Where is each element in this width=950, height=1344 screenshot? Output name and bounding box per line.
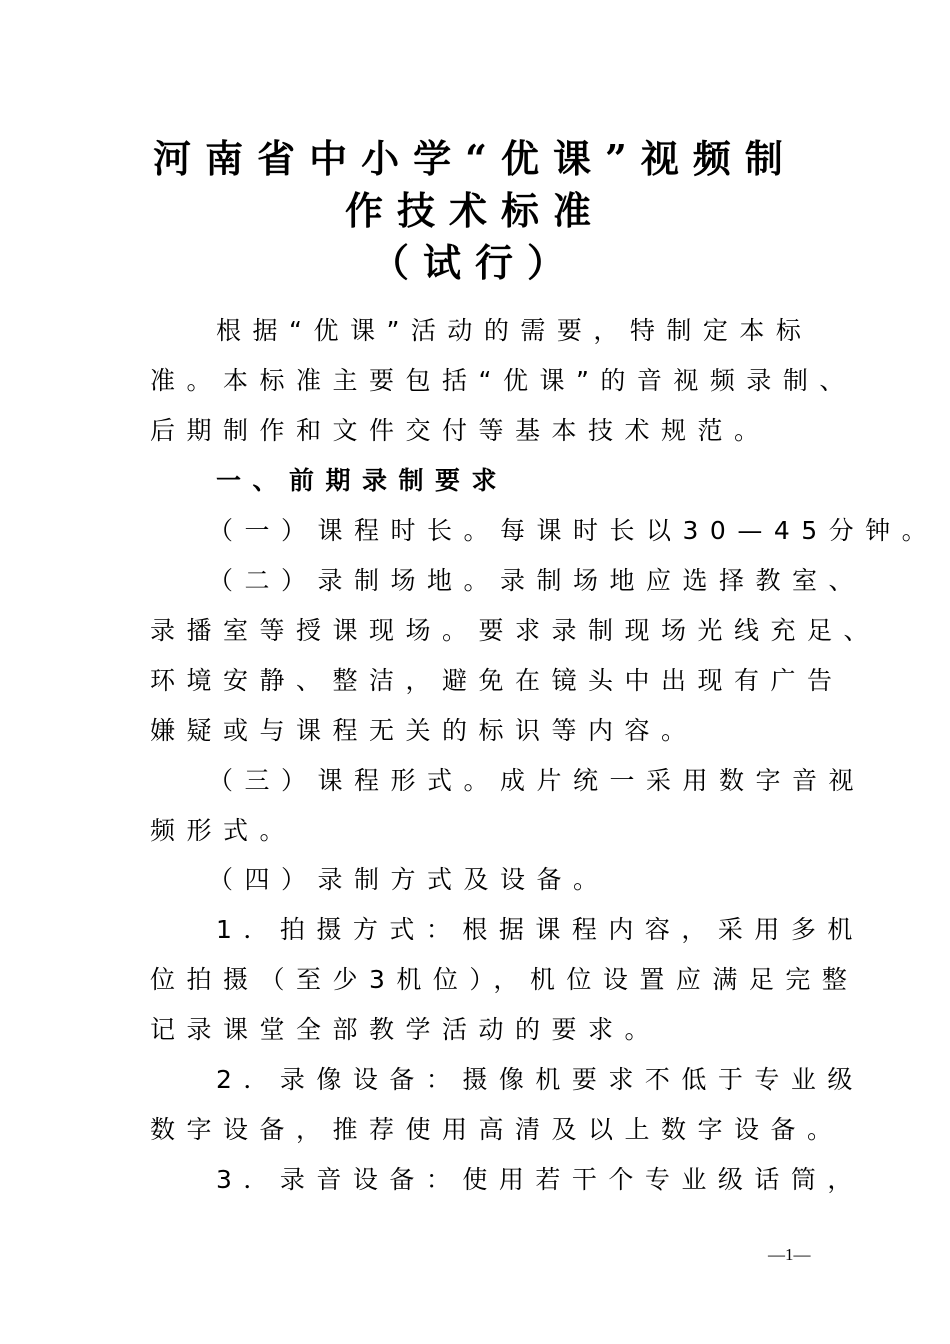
document-title-line-2: 作技术标准: [344, 188, 605, 233]
item-2-venue-line-3: 环境安静、整洁，避免在镜头中出现有广告: [150, 666, 844, 695]
document-title-line-3: （试行）: [370, 240, 579, 285]
intro-paragraph-line-1: 根据“优课”活动的需要，特制定本标: [216, 316, 813, 345]
subitem-2-line-2: 数字设备，推荐使用高清及以上数字设备。: [150, 1115, 844, 1144]
document-title-line-1: 河南省中小学“优课”视频制: [153, 136, 797, 181]
item-3-format-line-2: 频形式。: [150, 816, 297, 845]
subitem-1-line-3: 记录课堂全部教学活动的要求。: [150, 1015, 662, 1044]
item-1-course-duration: （一）课程时长。每课时长以30—45分钟。: [208, 516, 939, 545]
item-3-format-line-1: （三）课程形式。成片统一采用数字音视: [208, 766, 866, 795]
section-heading-1: 一、前期录制要求: [216, 466, 509, 495]
subitem-2-line-1: 2．录像设备：摄像机要求不低于专业级: [216, 1065, 864, 1094]
intro-paragraph-line-2: 准。本标准主要包括“优课”的音视频录制、: [150, 366, 856, 395]
item-2-venue-line-1: （二）录制场地。录制场地应选择教室、: [208, 566, 866, 595]
item-2-venue-line-2: 录播室等授课现场。要求录制现场光线充足、: [150, 616, 881, 645]
item-4-heading: （四）录制方式及设备。: [208, 865, 610, 894]
intro-paragraph-line-3: 后期制作和文件交付等基本技术规范。: [150, 416, 771, 445]
page-number: —1—: [768, 1245, 811, 1264]
item-2-venue-line-4: 嫌疑或与课程无关的标识等内容。: [150, 716, 698, 745]
subitem-1-line-2: 位拍摄（至少3机位），机位设置应满足完整: [150, 965, 859, 994]
subitem-3-line-1: 3．录音设备：使用若干个专业级话筒，: [216, 1165, 864, 1194]
subitem-1-line-1: 1．拍摄方式：根据课程内容，采用多机: [216, 915, 864, 944]
